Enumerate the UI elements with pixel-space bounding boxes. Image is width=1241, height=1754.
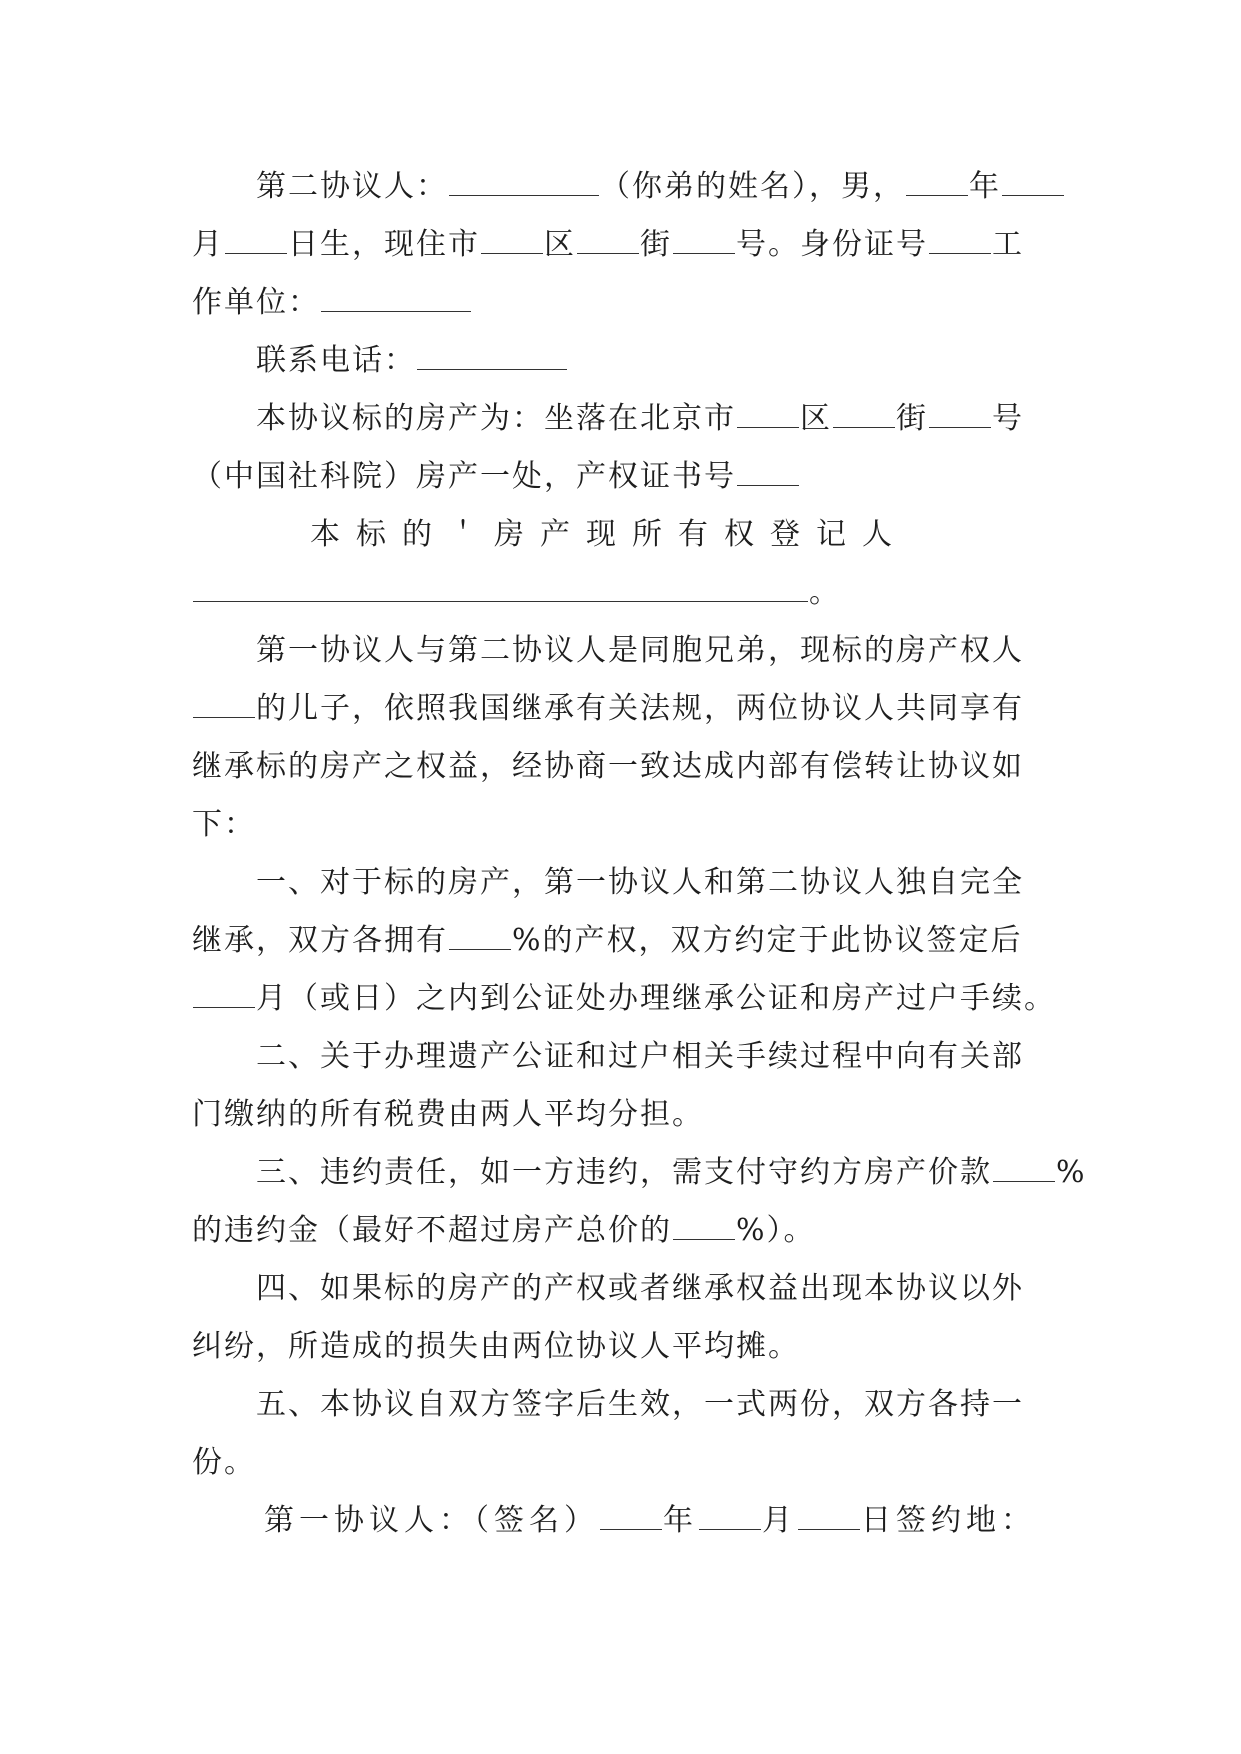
text: %）。 xyxy=(736,1213,816,1248)
blank-line xyxy=(417,347,567,370)
clause-2-end xyxy=(192,1086,1052,1144)
paragraph-work-unit xyxy=(192,274,1052,332)
clause-2 xyxy=(192,1028,1052,1086)
blank-line xyxy=(737,405,799,428)
blank-line xyxy=(833,405,895,428)
clause-1-cont xyxy=(192,912,1052,970)
blank-line xyxy=(449,927,511,950)
text: 份。 xyxy=(192,1445,256,1480)
text: 第二协议人： xyxy=(256,169,448,204)
paragraph-birth-address xyxy=(192,216,1052,274)
text: 街 xyxy=(640,227,672,262)
text: 第一协议人与第二协议人是同胞兄弟，现标的房产权人 xyxy=(256,633,1024,668)
blank-line xyxy=(193,695,255,718)
clause-3 xyxy=(192,1144,1087,1202)
text: 本协议标的房产为：坐落在北京市 xyxy=(256,401,736,436)
blank-line xyxy=(193,579,808,602)
blank-line xyxy=(993,1159,1055,1182)
text: 联系电话： xyxy=(256,343,416,378)
text: 三、违约责任，如一方违约，需支付守约方房产价款 xyxy=(256,1155,992,1190)
signature-line xyxy=(192,1492,1052,1550)
text: 区 xyxy=(544,227,576,262)
text: 四、如果标的房产的产权或者继承权益出现本协议以外 xyxy=(256,1271,1024,1306)
text: 区 xyxy=(800,401,832,436)
text: 二、关于办理遗产公证和过户相关手续过程中向有关部 xyxy=(256,1039,1024,1074)
clause-4-end xyxy=(192,1318,1052,1376)
text: 作单位： xyxy=(192,285,320,320)
blank-line xyxy=(481,231,543,254)
paragraph-property-location xyxy=(192,390,1052,448)
text: 的儿子，依照我国继承有关法规，两位协议人共同享有 xyxy=(256,691,1024,726)
text: 第一协议人：（签名） xyxy=(264,1503,599,1538)
text: % xyxy=(1056,1155,1087,1190)
text: 街 xyxy=(896,401,928,436)
text: 月 xyxy=(192,227,224,262)
text: 。 xyxy=(809,575,841,610)
blank-line xyxy=(737,463,799,486)
text: 号 xyxy=(992,401,1024,436)
text: （你弟的姓名），男， xyxy=(600,169,905,204)
blank-line xyxy=(798,1507,860,1530)
clause-5 xyxy=(192,1376,1052,1434)
clause-1 xyxy=(192,854,1052,912)
paragraph-second-party xyxy=(192,158,1052,216)
text: 继承标的房产之权益，经协商一致达成内部有偿转让协议如 xyxy=(192,749,1024,784)
paragraph-registrant-blank xyxy=(192,564,1052,622)
blank-line xyxy=(193,985,255,1008)
paragraph-brothers-end xyxy=(192,796,1052,854)
text: 年 xyxy=(663,1503,698,1538)
text: 月（或日）之内到公证处办理继承公证和房产过户手续。 xyxy=(256,981,1056,1016)
text: 五、本协议自双方签字后生效，一式两份，双方各持一 xyxy=(256,1387,1024,1422)
blank-line xyxy=(449,173,599,196)
text: 门缴纳的所有税费由两人平均分担。 xyxy=(192,1097,704,1132)
paragraph-property-cert xyxy=(192,448,1052,506)
clause-1-end xyxy=(192,970,1056,1028)
blank-line xyxy=(673,231,735,254)
text: 一、对于标的房产，第一协议人和第二协议人独自完全 xyxy=(256,865,1024,900)
clause-5-end xyxy=(192,1434,1052,1492)
blank-line xyxy=(577,231,639,254)
text: 号。身份证号 xyxy=(736,227,928,262)
text: （中国社科院）房产一处，产权证书号 xyxy=(192,459,736,494)
clause-4 xyxy=(192,1260,1052,1318)
text: 日生，现住市 xyxy=(288,227,480,262)
blank-line xyxy=(906,173,968,196)
blank-line xyxy=(929,231,991,254)
blank-line xyxy=(600,1507,662,1530)
blank-line xyxy=(699,1507,761,1530)
text: %的产权，双方约定于此协议签定后 xyxy=(512,923,1023,958)
blank-line xyxy=(225,231,287,254)
agreement-body xyxy=(192,158,1087,1550)
text: 年 xyxy=(969,169,1001,204)
text: 下： xyxy=(192,807,256,842)
paragraph-phone xyxy=(192,332,1052,390)
text: 继承，双方各拥有 xyxy=(192,923,448,958)
text: 本标的＇房产现所有权登记人 xyxy=(310,517,908,552)
clause-3-end xyxy=(192,1202,1052,1260)
text: 工 xyxy=(992,227,1024,262)
blank-line xyxy=(1002,173,1064,196)
text: 月 xyxy=(762,1503,797,1538)
paragraph-brothers xyxy=(192,622,1052,680)
text: 纠纷，所造成的损失由两位协议人平均摊。 xyxy=(192,1329,800,1364)
blank-line xyxy=(929,405,991,428)
blank-line xyxy=(321,289,471,312)
text: 日签约地： xyxy=(861,1503,1036,1538)
paragraph-brothers-cont xyxy=(192,680,1052,738)
paragraph-brothers-cont2 xyxy=(192,738,1052,796)
text: 的违约金（最好不超过房产总价的 xyxy=(192,1213,672,1248)
blank-line xyxy=(673,1217,735,1240)
paragraph-registrant xyxy=(192,506,1052,564)
